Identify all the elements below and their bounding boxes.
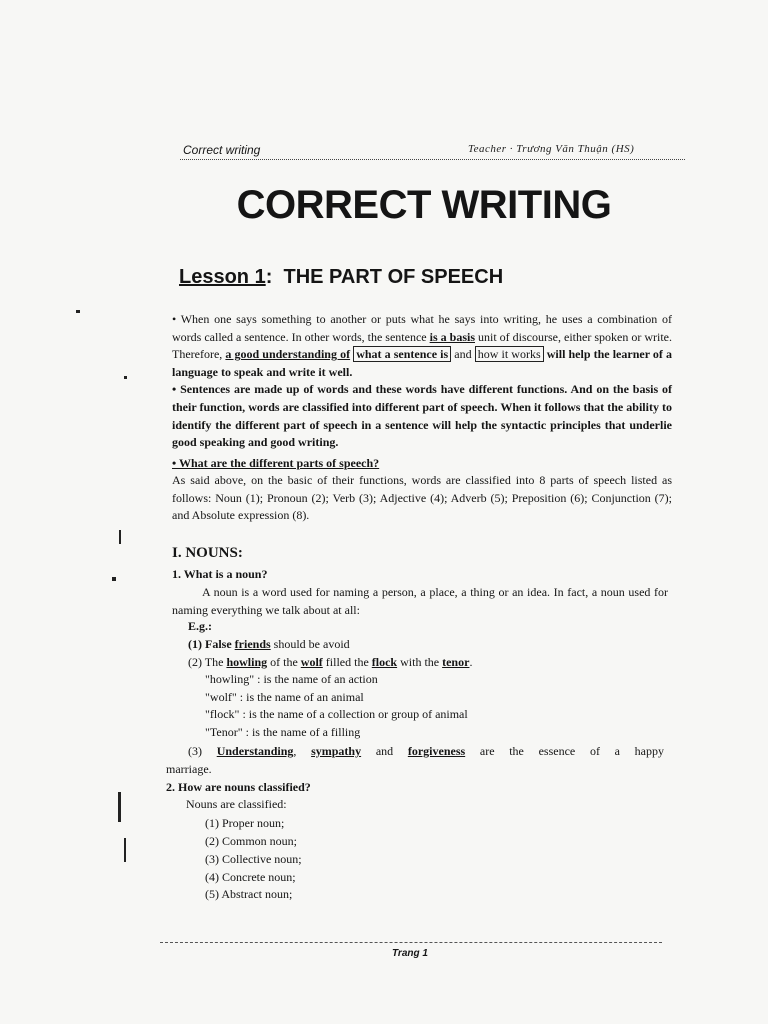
header-left: Correct writing <box>183 143 261 157</box>
scan-mark <box>76 310 80 313</box>
intro-underline-understanding: a good understanding of <box>225 347 351 362</box>
noun-type-concrete: (4) Concrete noun; <box>205 870 296 884</box>
example-3 <box>188 744 664 759</box>
intro-text-a: • When one says something to another or puts what he says into writing, he uses a combination of words called a sentence. In other words, the sentence <box>172 312 672 344</box>
answer-paragraph: As said above, on the basic of their functions, words are classified into 8 parts of speech listed as follows: Noun (1); Pronoun (2); Verb (3); Adjective (4); Adverb (5); Preposition (6); Conjunction (7); and Absolute expression (8). <box>172 473 672 523</box>
question-parts-of-speech: • What are the different parts of speech? <box>172 456 380 470</box>
ex1-c: should be avoid <box>270 637 350 651</box>
intro-boxed-how-it-works: how it works <box>475 346 544 362</box>
ex3-g: are the essence of a happy <box>465 744 664 758</box>
lesson-heading <box>179 266 503 289</box>
scan-mark <box>124 838 126 862</box>
definition-wolf: "wolf" : is the name of an animal <box>205 690 364 704</box>
lesson-sep: : <box>265 266 273 288</box>
intro-paragraph <box>172 311 672 452</box>
ex2-i: . <box>469 655 473 669</box>
noun-definition: A noun is a word used for naming a person, a place, a thing or an idea. In fact, a noun used for naming everything we talk about at all: <box>172 585 668 617</box>
noun-type-collective: (3) Collective noun; <box>205 852 302 866</box>
ex3-e: and <box>361 744 408 758</box>
ex2-e: filled the <box>322 655 372 669</box>
question-what-is-noun: 1. What is a noun? <box>172 567 268 581</box>
ex2-noun-flock: flock <box>371 655 398 669</box>
ex3-a: (3) <box>188 744 217 758</box>
intro-text-f: and <box>451 347 475 362</box>
example-1 <box>188 637 350 652</box>
question-how-classified: 2. How are nouns classified? <box>166 780 311 794</box>
noun-type-common: (2) Common noun; <box>205 834 297 848</box>
page-title: CORRECT WRITING <box>236 183 612 227</box>
footer-divider <box>160 942 662 943</box>
definition-flock: "flock" : is the name of a collection or group of animal <box>205 707 468 721</box>
scan-mark <box>119 530 121 544</box>
intro-text-h: will help the learner of a language to speak and write it well. <box>172 347 673 379</box>
ex3-c: , <box>293 744 312 758</box>
header-divider <box>180 159 685 160</box>
ex3-noun-understanding: Understanding <box>216 744 294 758</box>
ex3-noun-forgiveness: forgiveness <box>407 744 466 758</box>
definition-tenor: "Tenor" : is the name of a filling <box>205 725 361 739</box>
page-footer: Trang 1 <box>392 948 428 959</box>
noun-type-proper: (1) Proper noun; <box>205 816 285 830</box>
intro-underline-basis: is a basis <box>429 329 475 344</box>
classified-intro: Nouns are classified: <box>186 797 287 811</box>
ex1-a: (1) False <box>188 637 235 651</box>
noun-type-abstract: (5) Abstract noun; <box>205 887 293 901</box>
example-3-continued: marriage. <box>166 762 212 776</box>
ex2-noun-tenor: tenor <box>442 655 470 669</box>
ex1-noun: friends <box>234 637 271 651</box>
scan-mark <box>118 792 121 822</box>
example-2 <box>188 655 472 670</box>
lesson-label: Lesson 1 <box>179 266 266 288</box>
definition-howling: "howling" : is the name of an action <box>205 672 378 686</box>
scan-mark <box>124 376 127 379</box>
scan-mark <box>112 577 116 581</box>
section-nouns: I. NOUNS: <box>172 545 243 561</box>
ex2-c: of the <box>267 655 301 669</box>
intro-text-i: • Sentences are made up of words and these words have different functions. And on the basis of their function, words are classified into different part of speech. When it follows that the ability to identify the different part of speech in a sentence will help the syntactic principles that underlie good speaking and good writing. <box>172 382 672 450</box>
lesson-name: THE PART OF SPEECH <box>283 266 504 288</box>
ex2-noun-howling: howling <box>226 655 268 669</box>
intro-text-c: unit of discourse, either spoken or write. Therefore, <box>172 329 672 362</box>
example-label: E.g.: <box>188 619 212 633</box>
intro-boxed-what-sentence: what a sentence is <box>353 346 451 362</box>
ex2-a: (2) The <box>188 655 227 669</box>
ex2-noun-wolf: wolf <box>300 655 323 669</box>
ex3-noun-sympathy: sympathy <box>311 744 362 758</box>
ex2-g: with the <box>397 655 443 669</box>
header-right-handwritten: Teacher · Trương Văn Thuận (HS) <box>468 143 635 155</box>
